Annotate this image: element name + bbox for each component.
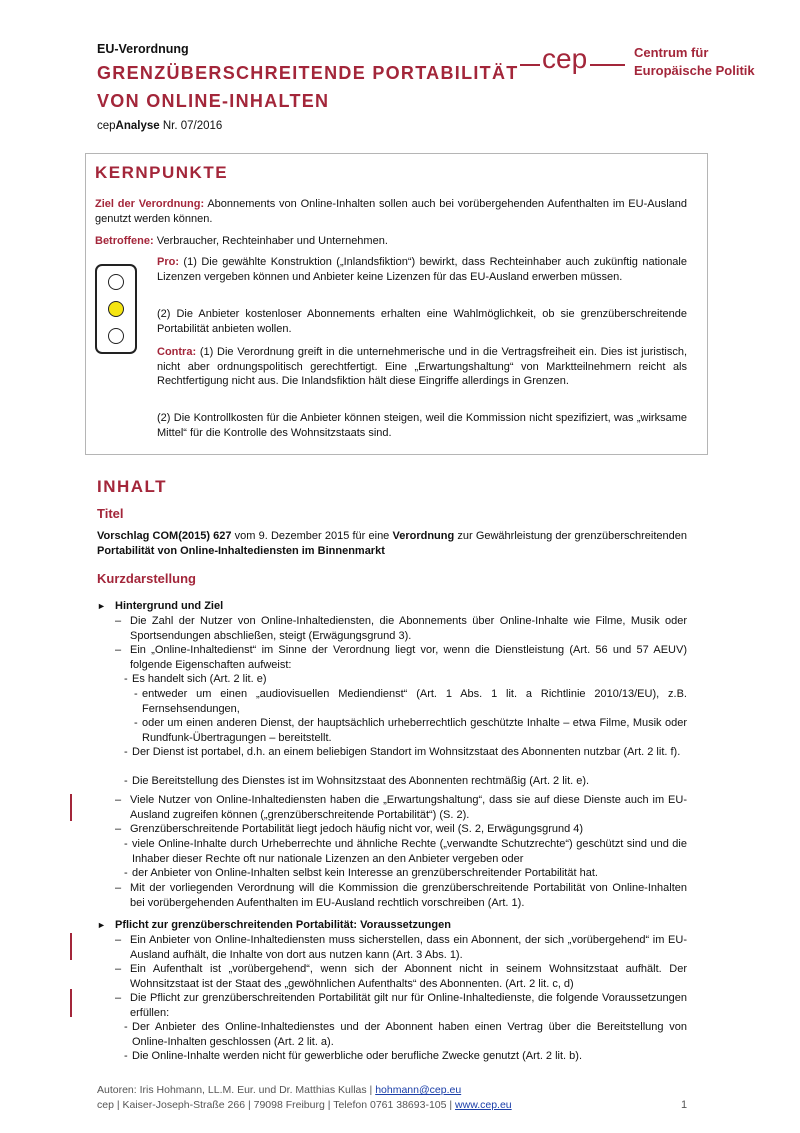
footer-address bbox=[97, 1098, 512, 1113]
brand-line2: Europäische Politik bbox=[634, 63, 755, 78]
ziel-text: Abonnements von Online-Inhalten sollen auch bei vorübergehenden Aufenthalten im EU-Ausland genutzt werden können. bbox=[95, 198, 688, 225]
contra-label: Contra: bbox=[157, 346, 197, 358]
list-marker: - bbox=[124, 867, 128, 879]
list-item-text: Der Dienst ist portabel, d.h. an einem beliebigen Standort im Wohnsitzstaat des Abonnenten nutzbar (Art. 2 lit. f). bbox=[132, 746, 681, 758]
kernpunkte-pro-2: (2) Die Anbieter kostenloser Abonnements erhalten eine Wahlmöglichkeit, ob sie grenzüberschreitende Portabilität anbieten wollen. bbox=[157, 308, 687, 335]
list-item bbox=[134, 716, 687, 745]
document-title-line1: GRENZÜBERSCHREITENDE PORTABILITÄT bbox=[97, 63, 519, 83]
titel-subject: Portabilität von Online-Inhaltediensten im Binnenmarkt bbox=[97, 544, 385, 557]
section-heading-pflicht bbox=[97, 918, 451, 933]
list-item-text: Mit der vorliegenden Verordnung will die Kommission die grenzüberschreitende Portabilität von Online-Inhalten bei vorübergehenden Aufenthalten im EU-Ausland rechtlich vorschreiben (Art. 1). bbox=[130, 882, 687, 909]
list-marker: – bbox=[115, 823, 122, 835]
list-item-text: Ein „Online-Inhaltedienst“ im Sinne der Verordnung liegt vor, wenn die Dienstleistung (Art. 56 und 57 AEUV) folgende Eigenschaften aufweist: bbox=[130, 644, 687, 671]
titel-mid: zur Gewährleistung der grenzüberschreitenden bbox=[454, 530, 687, 542]
list-item bbox=[134, 687, 687, 716]
list-marker: - bbox=[124, 838, 128, 850]
list-item bbox=[124, 672, 687, 687]
list-marker: – bbox=[115, 934, 122, 946]
list-marker: - bbox=[134, 717, 138, 729]
document-pretitle: EU-Verordnung bbox=[97, 42, 189, 56]
list-item bbox=[115, 991, 687, 1020]
list-item-text: Die Bereitstellung des Dienstes ist im Wohnsitzstaat des Abonnenten rechtmäßig (Art. 2 lit. e). bbox=[132, 775, 590, 787]
cep-logo bbox=[520, 38, 625, 88]
list-item bbox=[124, 837, 687, 866]
analysis-prefix: cep bbox=[97, 120, 116, 132]
list-item-text: Der Anbieter des Online-Inhaltedienstes und der Abonnent haben einen Vertrag über die Bereitstellung von Online-Inhalten geschlossen (Art. 2 lit. a). bbox=[132, 1021, 687, 1048]
authors-text: Autoren: Iris Hohmann, LL.M. Eur. und Dr. Matthias Kullas | bbox=[97, 1084, 376, 1096]
titel-paragraph bbox=[97, 529, 687, 558]
cep-brand bbox=[634, 44, 755, 80]
author-email-link[interactable]: hohmann@cep.eu bbox=[375, 1084, 462, 1096]
change-bar bbox=[70, 794, 72, 821]
arrow-right-icon: ► bbox=[97, 601, 106, 611]
analysis-no: Nr. 07/2016 bbox=[159, 120, 223, 132]
section-title: Hintergrund und Ziel bbox=[115, 600, 224, 612]
list-marker: – bbox=[115, 882, 122, 894]
list-item-text: Die Pflicht zur grenzüberschreitenden Portabilität gilt nur für Online-Inhaltedienste, die folgende Voraussetzungen erfüllen: bbox=[130, 992, 687, 1019]
kernpunkte-betroffene bbox=[95, 234, 687, 249]
list-item-text: der Anbieter von Online-Inhalten selbst kein Interesse an grenzüberschreitender Portabilität hat. bbox=[132, 867, 598, 879]
list-marker: - bbox=[124, 1021, 128, 1033]
titel-subheading: Titel bbox=[97, 506, 124, 521]
list-marker: – bbox=[115, 644, 122, 656]
traffic-light-lamp-top bbox=[108, 274, 124, 290]
list-item bbox=[115, 881, 687, 910]
list-item bbox=[115, 962, 687, 991]
analysis-label: Analyse bbox=[115, 120, 160, 132]
list-item-text: Ein Anbieter von Online-Inhaltediensten muss sicherstellen, dass ein Abonnent, der sich „vorübergehend“ im EU-Ausland aufhält, die Inhalte von dort aus nutzen kann (Art. 3 Abs. 1). bbox=[130, 934, 687, 961]
list-item-text: oder um einen anderen Dienst, der hauptsächlich urheberrechtlich geschützte Inhalte – etwa Filme, Musik oder Rundfunk-Übertragungen – bereitstellt. bbox=[142, 717, 687, 744]
document-title-line2: VON ONLINE-INHALTEN bbox=[97, 91, 330, 111]
list-marker: – bbox=[115, 615, 122, 627]
list-item-text: Die Zahl der Nutzer von Online-Inhaltediensten, die Abonnements über Online-Inhalte wie Filme, Musik oder Sportsendungen abschließen, steigt (Erwägungsgrund 3). bbox=[130, 615, 687, 642]
inhalt-heading: INHALT bbox=[97, 477, 168, 496]
list-item-text: Viele Nutzer von Online-Inhaltediensten haben die „Erwartungshaltung“, dass sie auf diese Dienste auch im EU-Ausland zugreifen können („grenzüberschreitende Portabilität“) (S. 2). bbox=[130, 794, 687, 821]
list-item bbox=[115, 793, 687, 822]
list-marker: - bbox=[124, 746, 128, 758]
kernpunkte-contra-2: (2) Die Kontrollkosten für die Anbieter können steigen, weil die Kommission nicht spezifiziert, was „wirksame Mittel“ für die Kontrolle des Wohnsitzstaats sind. bbox=[157, 412, 687, 439]
analysis-number bbox=[97, 119, 222, 134]
kernpunkte-pro-1 bbox=[157, 255, 687, 284]
page-number: 1 bbox=[681, 1099, 688, 1111]
brand-line1: Centrum für bbox=[634, 45, 709, 60]
traffic-light-lamp-bottom bbox=[108, 328, 124, 344]
list-marker: - bbox=[124, 775, 128, 787]
traffic-light-icon bbox=[95, 264, 137, 354]
section-title: Pflicht zur grenzüberschreitenden Portabilität: Voraussetzungen bbox=[115, 919, 451, 931]
list-marker: – bbox=[115, 794, 122, 806]
list-marker: - bbox=[124, 673, 128, 685]
footer-authors bbox=[97, 1083, 461, 1098]
list-item bbox=[124, 1020, 687, 1049]
betroffene-text: Verbraucher, Rechteinhaber und Unternehmen. bbox=[153, 235, 388, 247]
kurzdarstellung-subheading: Kurzdarstellung bbox=[97, 571, 196, 586]
list-item-text: viele Online-Inhalte durch Urheberrechte und ähnliche Rechte („verwandte Schutzrechte“) geschützt sind und die Inhaber dieser Rechte oft nur nationale Lizenzen an den Anbieter vergeben oder bbox=[132, 838, 687, 865]
list-marker: - bbox=[124, 1050, 128, 1062]
list-item-text: Es handelt sich (Art. 2 lit. e) bbox=[132, 673, 267, 685]
change-bar bbox=[70, 933, 72, 960]
titel-date: vom 9. Dezember 2015 für eine bbox=[231, 530, 393, 542]
list-marker: - bbox=[134, 688, 138, 700]
list-marker: – bbox=[115, 963, 122, 975]
titel-verordnung: Verordnung bbox=[392, 530, 455, 542]
traffic-light-lamp-yellow bbox=[108, 301, 124, 317]
pro-label: Pro: bbox=[157, 256, 179, 268]
list-item bbox=[124, 774, 687, 789]
list-item-text: Die Online-Inhalte werden nicht für gewerbliche oder berufliche Zwecke genutzt (Art. 2 lit. b). bbox=[132, 1050, 582, 1062]
list-item bbox=[124, 745, 687, 760]
list-item bbox=[115, 643, 687, 672]
change-bar bbox=[70, 989, 72, 1017]
betroffene-label: Betroffene: bbox=[95, 235, 154, 247]
list-item bbox=[115, 822, 687, 837]
titel-com: Vorschlag COM(2015) 627 bbox=[97, 530, 232, 542]
list-item-text: Ein Aufenthalt ist „vorübergehend“, wenn sich der Abonnent nicht in seinem Wohnsitzstaat aufhält. Der Wohnsitzstaat ist der Staat des „gewöhnlichen Aufenthalts“ des Abonnenten. (Art. 2 lit. c, d) bbox=[130, 963, 687, 990]
ziel-label: Ziel der Verordnung: bbox=[95, 198, 205, 210]
kernpunkte-heading: KERNPUNKTE bbox=[95, 163, 229, 182]
kernpunkte-ziel bbox=[95, 197, 687, 226]
kernpunkte-contra-1 bbox=[157, 345, 687, 389]
pro1-text: (1) Die gewählte Konstruktion („Inlandsfiktion“) bewirkt, dass Rechteinhaber auch zukünftig nationale Lizenzen vergeben können und Anbieter keine Lizenzen für das EU-Ausland erwerben müssen. bbox=[157, 256, 687, 283]
arrow-right-icon: ► bbox=[97, 920, 106, 930]
address-text: cep | Kaiser-Joseph-Straße 266 | 79098 Freiburg | Telefon 0761 38693-105 | bbox=[97, 1099, 456, 1111]
list-item bbox=[115, 614, 687, 643]
list-item-text: Grenzüberschreitende Portabilität liegt jedoch häufig nicht vor, weil (S. 2, Erwägungsgrund 4) bbox=[130, 823, 584, 835]
list-item bbox=[115, 933, 687, 962]
list-item bbox=[124, 866, 687, 881]
website-link[interactable]: www.cep.eu bbox=[455, 1099, 512, 1111]
list-marker: – bbox=[115, 992, 122, 1004]
logo-text: cep bbox=[542, 43, 588, 74]
list-item-text: entweder um einen „audiovisuellen Mediendienst“ (Art. 1 Abs. 1 lit. a Richtlinie 2010/13/EU), z.B. Fernsehsendungen, bbox=[142, 688, 687, 715]
contra1-text: (1) Die Verordnung greift in die unternehmerische und in die Vertragsfreiheit ein. Dies ist juristisch, nicht aber ordnungspolitisch gerechtfertigt. Eine „Erwartungshaltung“ von Marktteilnehmern reicht als Rechtfertigung nicht aus. Die Inlandsfiktion hält diese Eingriffe allerdings in Grenzen. bbox=[157, 346, 687, 388]
section-heading-hintergrund bbox=[97, 599, 223, 614]
list-item bbox=[124, 1049, 687, 1064]
